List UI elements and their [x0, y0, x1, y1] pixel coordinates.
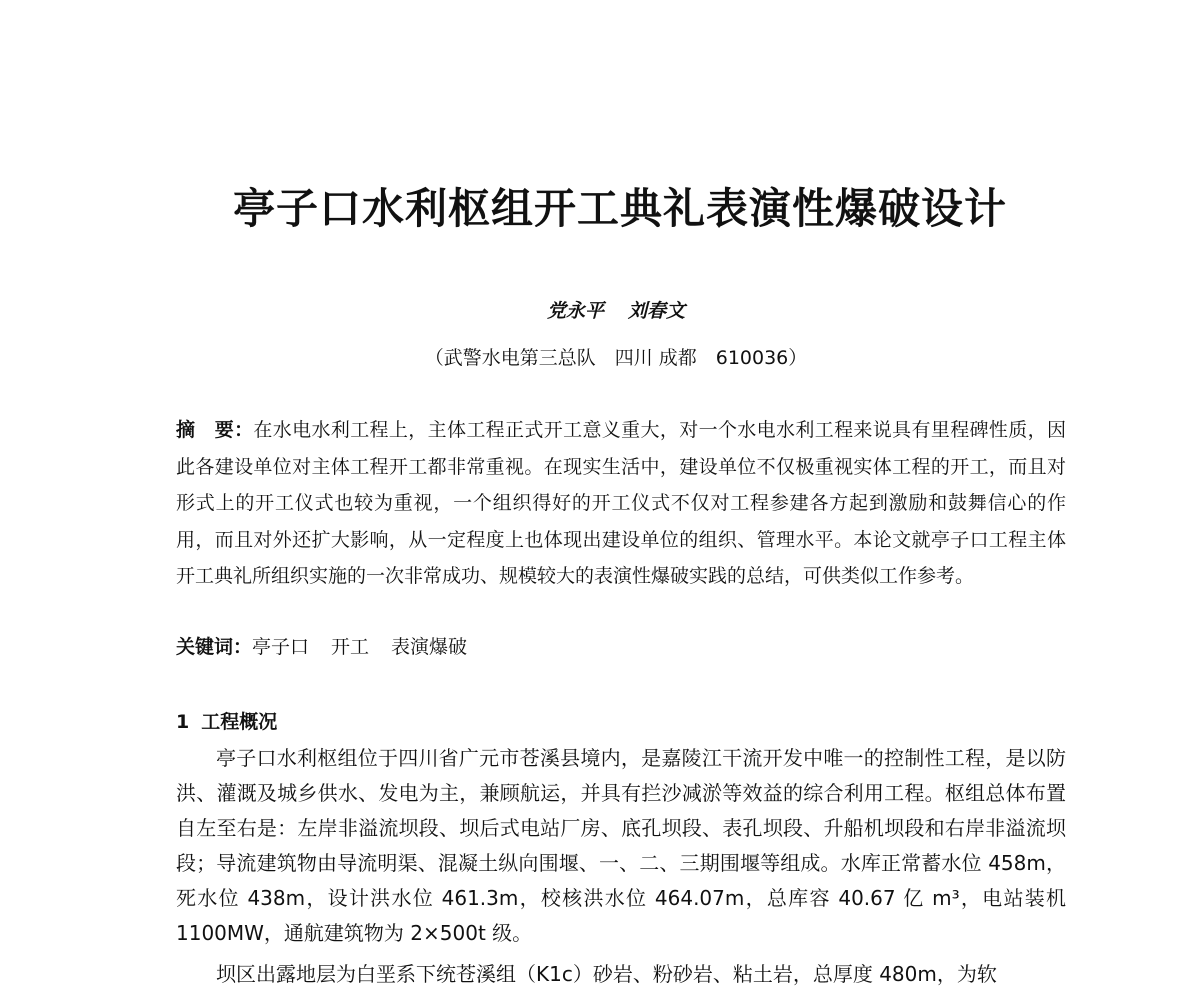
section-title: 工程概况 — [201, 711, 278, 733]
section-number: 1 — [176, 711, 190, 733]
abstract-label: 摘 要： — [176, 419, 254, 441]
abstract — [176, 412, 1066, 595]
author-affiliation: （武警水电第三总队 四川 成都 610036） — [424, 347, 808, 369]
keywords-label: 关键词： — [176, 636, 253, 658]
author-name: 党永平 — [546, 300, 604, 322]
author-list — [0, 296, 1200, 323]
author-name: 刘春文 — [628, 300, 686, 322]
section-body — [176, 741, 1066, 992]
keyword: 表演爆破 — [391, 636, 468, 658]
keywords — [176, 632, 1066, 659]
keyword: 亭子口 — [252, 636, 310, 658]
section-heading — [176, 707, 277, 734]
body-paragraph: 亭子口水利枢组位于四川省广元市苍溪县境内，是嘉陵江干流开发中唯一的控制性工程，是以防洪、灌溉及城乡供水、发电为主，兼顾航运，并具有拦沙减淤等效益的综合利用工程。枢组总体布置自左至右是：左岸非溢流坝段、坝后式电站厂房、底孔坝段、表孔坝段、升船机坝段和右岸非溢流坝段；导流建筑物由导流明渠、混凝土纵向围堰、一、二、三期围堰等组成。水库正常蓄水位 458m，死水位 438m，设计洪水位 461.3m，校核洪水位 464.07m，总库容 40.67 亿 m³，电站装机 1100MW，通航建筑物为 2×500t 级。 — [176, 746, 1066, 945]
body-paragraph: 坝区出露地层为白垩系下统苍溪组（K1c）砂岩、粉砂岩、粘土岩，总厚度 480m，为软 — [216, 962, 997, 986]
paper-title: 亭子口水利枢组开工典礼表演性爆破设计 — [232, 184, 1007, 233]
abstract-text: 在水电水利工程上，主体工程正式开工意义重大，对一个水电水利工程来说具有里程碑性质，因此各建设单位对主体工程开工都非常重视。在现实生活中，建设单位不仅极重视实体工程的开工，而且对形式上的开工仪式也较为重视，一个组织得好的开工仪式不仅对工程参建各方起到激励和鼓舞信心的作用，而且对外还扩大影响，从一定程度上也体现出建设单位的组织、管理水平。本论文就亭子口工程主体开工典礼所组织实施的一次非常成功、规模较大的表演性爆破实践的总结，可供类似工作参考。 — [176, 419, 1066, 587]
keyword: 开工 — [331, 636, 370, 658]
